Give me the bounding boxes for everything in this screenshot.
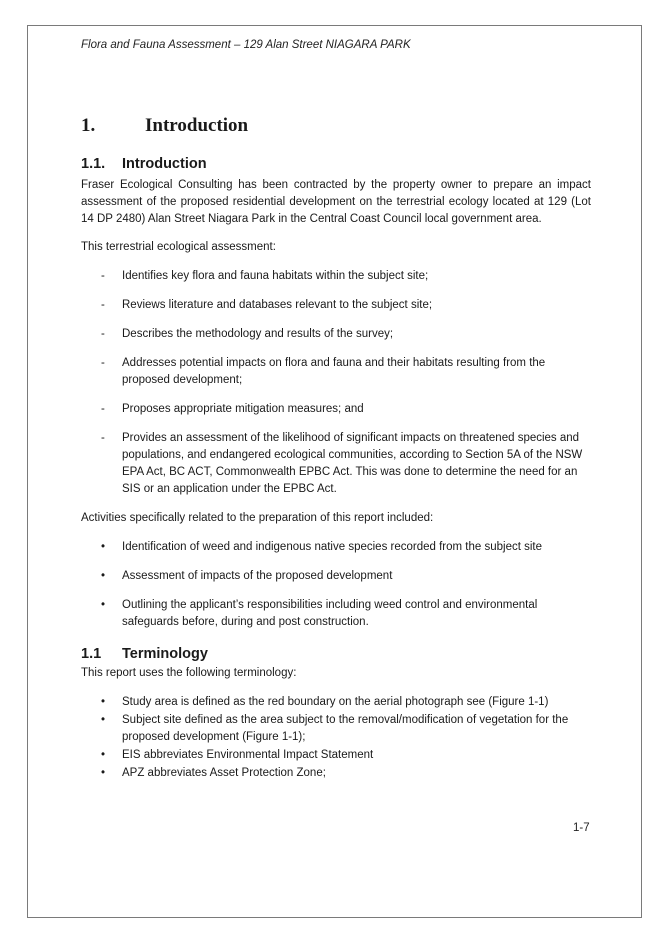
list-item: - Addresses potential impacts on flora and fauna and their habitats resulting from the proposed development; (101, 357, 546, 386)
bullet-marker: • (101, 714, 106, 726)
list-item: • Identification of weed and indigenous native species recorded from the subject site (81, 539, 591, 556)
bullet-marker: • (101, 541, 106, 553)
list-item: • Subject site defined as the area subject to the removal/modification of vegetation for the proposed development (Figure 1-1); (101, 714, 569, 743)
list-item: - Proposes appropriate mitigation measures; and (81, 401, 591, 418)
document-body (81, 110, 591, 782)
intro-paragraph: Fraser Ecological Consulting has been contracted by the property owner to prepare an impact assessment of the proposed residential development on the terrestrial ecology located at 129 (Lot 14 DP 2480) Alan Street Niagara Park in the Central Coast Council local government area. (81, 179, 591, 225)
list-item: • Study area is defined as the red boundary on the aerial photograph see (Figure 1-1) (81, 694, 591, 711)
dash-marker: - (101, 432, 105, 444)
list-item: - Describes the methodology and results of the survey; (81, 326, 591, 343)
list-item: - Provides an assessment of the likelihood of significant impacts on threatened species and populations, and endangered ecological communities, according to Section 5A of the NSW EPA Act, BC ACT, Commonwealth EPBC Act. This was done to determine the need for an SIS or an application under the EPBC Act. (101, 432, 583, 495)
heading-1-title: Introduction (145, 114, 249, 136)
assessment-list (81, 268, 591, 498)
list-item: - Reviews literature and databases relevant to the subject site; (81, 297, 591, 314)
bullet-marker: • (101, 696, 106, 708)
heading-1-number: 1. (81, 114, 96, 136)
dash-marker: - (101, 270, 105, 282)
assessment-lead: This terrestrial ecological assessment: (81, 241, 276, 253)
list-item: • Assessment of impacts of the proposed development (81, 568, 591, 585)
activities-lead: Activities specifically related to the preparation of this report included: (81, 512, 434, 524)
terminology-lead: This report uses the following terminology: (81, 667, 297, 679)
bullet-marker: • (101, 749, 106, 761)
bullet-marker: • (101, 767, 106, 779)
heading-terminology-title: Terminology (122, 646, 208, 662)
list-item: • EIS abbreviates Environmental Impact Statement (81, 747, 591, 764)
bullet-marker: • (101, 599, 106, 611)
heading-intro-number: 1.1. (81, 156, 106, 172)
terminology-list (81, 694, 591, 782)
dash-marker: - (101, 357, 105, 369)
activities-list (81, 539, 591, 631)
bullet-marker: • (101, 570, 106, 582)
heading-1 (81, 110, 591, 140)
dash-marker: - (101, 328, 105, 340)
dash-marker: - (101, 403, 105, 415)
dash-marker: - (101, 299, 105, 311)
list-item: - Identifies key flora and fauna habitats within the subject site; (81, 268, 591, 285)
list-item: • APZ abbreviates Asset Protection Zone; (81, 765, 591, 782)
heading-terminology-number: 1.1 (81, 646, 102, 662)
running-header: Flora and Fauna Assessment – 129 Alan Street NIAGARA PARK (81, 39, 411, 51)
heading-terminology (81, 646, 591, 663)
heading-intro (81, 156, 591, 173)
page-number: 1-7 (573, 822, 590, 834)
heading-intro-title: Introduction (122, 156, 207, 172)
list-item: • Outlining the applicant’s responsibilities including weed control and environmental safeguards before, during and post construction. (101, 599, 538, 628)
